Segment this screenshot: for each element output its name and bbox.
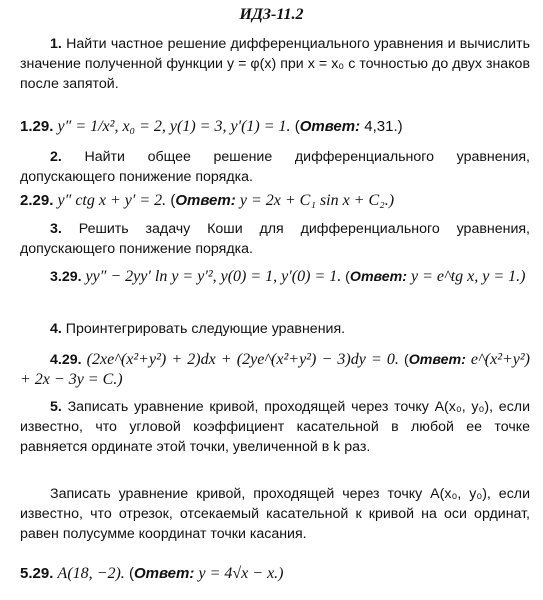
problem-5-29-equation: A(18, −2). xyxy=(57,565,125,582)
problem-2-29-answer-label: Ответ: xyxy=(175,192,236,209)
problem-3-29-answer: y = e^tg x, y = 1.) xyxy=(410,268,526,285)
problem-4-29-answer-label: Ответ: xyxy=(408,352,466,368)
page-title: ИДЗ-11.2 xyxy=(239,6,304,23)
task-2 xyxy=(20,147,530,187)
problem-5-29-number: 5.29. xyxy=(20,565,54,582)
problem-1-29: 1.29. y″ = 1/x², x₀ = 2, y(1) = 3, y′(1) = 1. (Ответ: 4,31.) xyxy=(20,118,403,135)
task-5-number: 5. xyxy=(50,399,62,415)
task-2-text: Найти общее решение дифференциального уравнения, допускающего понижение порядка. xyxy=(20,149,530,185)
task-4-text: Проинтегрировать следующие уравнения. xyxy=(65,321,346,337)
problem-5-29-answer: y = 4√x − x.) xyxy=(198,565,284,582)
task-3 xyxy=(20,219,530,259)
task-4-number: 4. xyxy=(50,321,62,337)
problem-1-29-equation: y″ = 1/x², x₀ = 2, y(1) = 3, y′(1) = 1. xyxy=(57,118,291,135)
task-5 xyxy=(20,397,530,457)
task-1-number: 1. xyxy=(50,36,62,52)
problem-1-29-number: 1.29. xyxy=(20,118,54,135)
task-1 xyxy=(20,34,530,94)
task-5-text: Записать уравнение кривой, проходящей через точку A(x₀, y₀), если известно, что угловой коэффициент касательной в любой ее точке равняется ординате этой точки, увеличенной в k раз. xyxy=(20,399,530,455)
task-3-number: 3. xyxy=(50,221,62,237)
task-5-variant xyxy=(20,484,530,544)
problem-1-29-answer-label: Ответ: xyxy=(299,118,361,135)
task-3-text: Решить задачу Коши для дифференциального уравнения, допускающего понижение порядка. xyxy=(20,221,530,257)
problem-2-29-number: 2.29. xyxy=(20,192,54,209)
task-1-text: Найти частное решение дифференциального уравнения и вычислить значение полученной функции y = φ(x) при x = x₀ с точностью до двух знаков после запятой. xyxy=(20,36,530,92)
problem-3-29: 3.29. yy″ − 2yy′ ln y = y′², y(0) = 1, y′(0) = 1. (Ответ: y = e^tg x, y = 1.) xyxy=(50,268,526,285)
problem-4-29-equation: (2xe^(x²+y²) + 2)dx + (2ye^(x²+y²) − 3)dy = 0. xyxy=(86,351,399,368)
problem-4-29-number: 4.29. xyxy=(50,352,82,368)
problem-3-29-answer-label: Ответ: xyxy=(349,269,408,285)
task-4 xyxy=(20,319,530,339)
problem-4-29-answer: e^(x²+y²) + 2x − 3y = C.) xyxy=(20,351,531,388)
problem-5-29-answer-label: Ответ: xyxy=(133,565,195,582)
problem-2-29-answer: y = 2x + C₁ sin x + C₂.) xyxy=(239,192,395,209)
problem-4-29: 4.29. (2xe^(x²+y²) + 2)dx + (2ye^(x²+y²) − 3)dy = 0. (Ответ: e^(x²+y²) + 2x − 3y = C.) xyxy=(20,351,531,388)
problem-5-29: 5.29. A(18, −2). (Ответ: y = 4√x − x.) xyxy=(20,565,284,582)
problem-2-29-equation: y″ ctg x + y′ = 2. xyxy=(57,192,167,209)
problem-3-29-equation: yy″ − 2yy′ ln y = y′², y(0) = 1, y′(0) = 1. xyxy=(85,268,342,285)
task-2-number: 2. xyxy=(50,149,62,165)
problem-1-29-answer: 4,31.) xyxy=(364,118,403,135)
problem-2-29: 2.29. y″ ctg x + y′ = 2. (Ответ: y = 2x + C₁ sin x + C₂.) xyxy=(20,192,395,209)
problem-3-29-number: 3.29. xyxy=(50,269,82,285)
task-5-variant-text: Записать уравнение кривой, проходящей через точку A(x₀, y₀), если известно, что отрезок, отсекаемый касательной к кривой на оси ординат, равен полусумме координат точки касания. xyxy=(20,486,530,542)
